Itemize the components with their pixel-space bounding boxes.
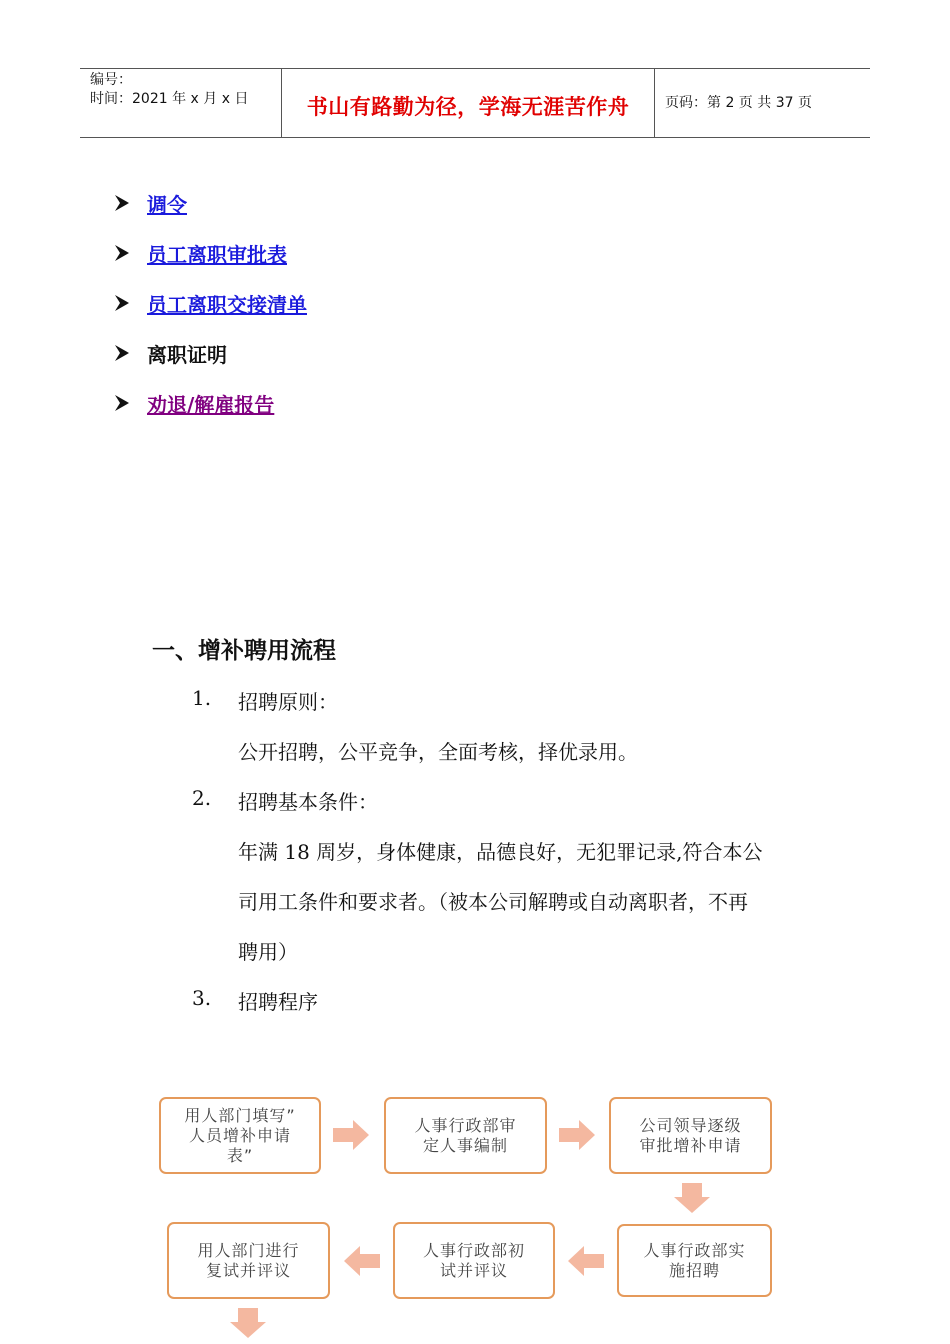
page-indicator: 页码：第 2 页 共 37 页 [665,95,812,111]
list-item [114,228,307,278]
item-body-line: 公开招聘，公平竞争，全面考核，择优录用。 [238,740,638,764]
item-number: 3. [192,986,212,1010]
item-body-line: 年满 18 周岁，身体健康，品德良好，无犯罪记录,符合本公 [238,840,763,864]
list-item [114,378,307,428]
item-heading: 招聘原则： [238,690,338,714]
flow-step-department-request [159,1097,321,1174]
arrow-down-icon [230,1308,266,1338]
list-item [114,328,307,378]
arrowhead-bullet-icon [114,394,130,412]
arrow-right-icon [333,1120,369,1150]
arrowhead-bullet-icon [114,194,130,212]
link-list [114,178,307,428]
flow-step-line: 公司领导逐级 [639,1115,742,1135]
document-header [80,68,870,138]
flow-step-line: 人事行政部审 [414,1115,517,1135]
list-item [114,278,307,328]
flow-step-line: 复试并评议 [205,1260,291,1280]
flow-step-line: 用人部门填写” [184,1105,296,1125]
item-body-line: 聘用） [238,940,298,964]
resignation-certificate-text: 离职证明 [147,342,227,367]
flow-step-hr-review [384,1097,547,1174]
item-number: 2. [192,786,212,810]
flow-step-hr-first-interview [393,1222,555,1299]
flow-step-line: 人事行政部实 [643,1240,746,1260]
arrowhead-bullet-icon [114,294,130,312]
arrow-left-icon [568,1246,604,1276]
item-heading: 招聘程序 [238,990,318,1014]
link-dismissal-report[interactable]: 劝退/解雇报告 [147,392,275,417]
flow-step-line: 审批增补申请 [639,1135,742,1155]
flow-step-line: 人事行政部初 [422,1240,525,1260]
motto: 书山有路勤为径，学海无涯苦作舟 [306,95,630,119]
arrow-right-icon [559,1120,595,1150]
arrow-left-icon [344,1246,380,1276]
header-motto-cell [281,69,655,137]
header-page-cell [655,69,870,137]
arrowhead-bullet-icon [114,244,130,262]
document-number: 编号： [90,72,132,88]
link-resignation-approval-form[interactable]: 员工离职审批表 [147,242,287,267]
arrow-down-icon [674,1183,710,1213]
link-transfer-order[interactable]: 调令 [147,192,187,217]
flow-step-hr-recruit [617,1224,772,1297]
section-title: 一、增补聘用流程 [152,638,336,664]
arrowhead-bullet-icon [114,344,130,362]
flow-step-line: 人员增补申请 [188,1125,291,1145]
flow-step-line: 试并评议 [439,1260,508,1280]
flow-step-line: 表” [226,1145,254,1165]
flow-step-department-second-interview [167,1222,330,1299]
flow-step-leadership-approval [609,1097,772,1174]
flow-step-line: 定人事编制 [422,1135,508,1155]
list-item [114,178,307,228]
item-number: 1. [192,686,212,710]
header-meta-cell [80,69,280,137]
document-date: 时间：2021 年 x 月 x 日 [90,91,249,107]
item-heading: 招聘基本条件： [238,790,378,814]
link-handover-checklist[interactable]: 员工离职交接清单 [147,292,307,317]
item-body-line: 司用工条件和要求者。（被本公司解聘或自动离职者，不再 [238,890,748,914]
flow-step-line: 用人部门进行 [197,1240,300,1260]
flow-step-line: 施招聘 [668,1260,720,1280]
